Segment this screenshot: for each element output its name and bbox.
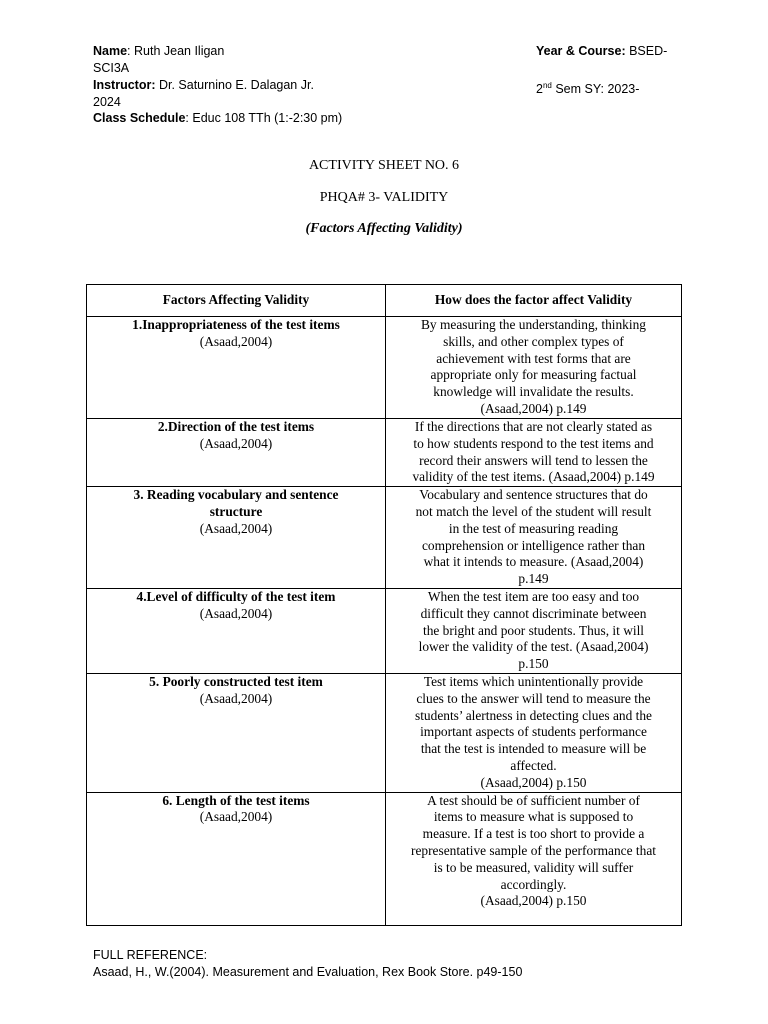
effect-line: to how students respond to the test items and	[413, 435, 654, 451]
factor-cell	[87, 487, 386, 589]
effect-cell	[386, 317, 682, 419]
effect-line: lower the validity of the test. (Asaad,2004)	[418, 639, 649, 655]
name-wrap: SCI3A	[93, 61, 130, 75]
factor-cite: (Asaad,2004)	[199, 605, 273, 621]
effect-line: comprehension or intelligence rather than	[421, 537, 646, 553]
factor-cite: (Asaad,2004)	[199, 435, 273, 451]
effect-line: clues to the answer will tend to measure the	[416, 690, 651, 706]
year-value: BSED-	[625, 44, 668, 58]
effect-line: If the directions that are not clearly stated as	[414, 419, 653, 434]
effect-line: skills, and other complex types of	[443, 333, 624, 349]
factor-name: 1.Inappropriateness of the test items	[132, 317, 340, 332]
effect-line: Vocabulary and sentence structures that do	[419, 487, 648, 503]
effect-line: achievement with test forms that are	[436, 350, 631, 366]
name-value: : Ruth Jean Iligan	[127, 44, 225, 58]
table-row	[87, 419, 682, 487]
schedule-value: : Educ 108 TTh (1:-2:30 pm)	[185, 111, 343, 125]
effect-line: appropriate only for measuring factual	[430, 367, 637, 383]
effect-line: validity of the test items. (Asaad,2004) p.149	[412, 469, 655, 485]
effect-line: that the test is intended to measure will be	[420, 741, 647, 757]
effect-line: difficult they cannot discriminate between	[420, 605, 647, 621]
effect-cell	[386, 588, 682, 673]
factor-cell	[87, 588, 386, 673]
effect-line: the bright and poor students. Thus, it will	[422, 622, 645, 638]
effect-cell	[386, 673, 682, 792]
factor-name: 5. Poorly constructed test item	[149, 673, 323, 689]
effect-cell	[386, 792, 682, 925]
name-line	[93, 43, 693, 60]
effect-line: is to be measured, validity will suffer	[433, 859, 634, 875]
factor-name: 2.Direction of the test items	[157, 419, 315, 434]
factor-name-wrap: structure	[209, 503, 263, 519]
effect-line: A test should be of sufficient number of	[427, 792, 640, 808]
instructor-wrap: 2024	[93, 95, 121, 109]
sem-ordinal: 2	[536, 82, 543, 97]
effect-line: record their answers will tend to lessen the	[419, 452, 648, 468]
factor-cite: (Asaad,2004)	[199, 690, 273, 706]
table-row	[87, 588, 682, 673]
effect-line: Test items which unintentionally provide	[423, 673, 644, 689]
factor-cite: (Asaad,2004)	[199, 809, 273, 825]
effect-line: students’ alertness in detecting clues and the	[415, 707, 652, 723]
instructor-label: Instructor:	[93, 78, 156, 92]
footer-label: FULL REFERENCE:	[93, 948, 208, 962]
effect-line: representative sample of the performance that	[410, 842, 656, 858]
table-row	[87, 673, 682, 792]
instructor-line	[93, 77, 693, 97]
table-row	[87, 487, 682, 589]
effect-line: p.149	[518, 571, 549, 587]
sem-sup: nd	[542, 81, 552, 90]
factor-name: 4.Level of difficulty of the test item	[136, 588, 336, 604]
table-header-row	[87, 285, 682, 317]
effect-line: items to measure what is supposed to	[433, 809, 634, 825]
name-label: Name	[93, 44, 128, 58]
effect-line: affected.	[510, 757, 557, 773]
year-course	[536, 43, 667, 60]
effect-line: (Asaad,2004) p.150	[480, 893, 587, 909]
validity-table	[86, 284, 682, 926]
factor-cell	[87, 419, 386, 487]
footer-reference: Asaad, H., W.(2004). Measurement and Evaluation, Rex Book Store. p49-150	[93, 965, 523, 979]
effect-line: accordingly.	[500, 876, 567, 892]
col-header-effect: How does the factor affect Validity	[386, 285, 682, 317]
phqa-title: PHQA# 3- VALIDITY	[319, 190, 449, 205]
effect-cell	[386, 487, 682, 589]
effect-line: in the test of measuring reading	[448, 520, 619, 536]
factor-name: 6. Length of the test items	[162, 792, 310, 808]
schedule-label: Class Schedule	[93, 111, 186, 125]
effect-line: measure. If a test is too short to provide a	[422, 826, 645, 842]
activity-title: ACTIVITY SHEET NO. 6	[308, 158, 460, 173]
effect-line: knowledge will invalidate the results.	[433, 384, 634, 400]
effect-line: what it intends to measure. (Asaad,2004)	[423, 554, 644, 570]
year-label: Year & Course:	[536, 44, 626, 58]
table-row	[87, 317, 682, 419]
effect-cell	[386, 419, 682, 487]
schedule-line	[93, 110, 693, 127]
effect-line: By measuring the understanding, thinking	[420, 317, 646, 332]
factor-cite: (Asaad,2004)	[199, 520, 273, 536]
subtitle: (Factors Affecting Validity)	[305, 221, 463, 236]
effect-line: (Asaad,2004) p.150	[480, 774, 587, 790]
effect-line: important aspects of students performance	[420, 724, 647, 740]
table-row	[87, 792, 682, 925]
factor-cite: (Asaad,2004)	[199, 333, 273, 349]
effect-line: When the test item are too easy and too	[427, 588, 640, 604]
effect-line: p.150	[518, 656, 549, 672]
sem-text: Sem SY: 2023-	[551, 82, 640, 97]
instructor-value: Dr. Saturnino E. Dalagan Jr.	[155, 78, 314, 92]
factor-cell	[87, 792, 386, 925]
factor-name: 3. Reading vocabulary and sentence	[133, 487, 339, 503]
factor-cell	[87, 317, 386, 419]
effect-line: not match the level of the student will result	[415, 503, 652, 519]
effect-line: (Asaad,2004) p.149	[480, 400, 587, 416]
col-header-factors: Factors Affecting Validity	[87, 285, 386, 317]
factor-cell	[87, 673, 386, 792]
